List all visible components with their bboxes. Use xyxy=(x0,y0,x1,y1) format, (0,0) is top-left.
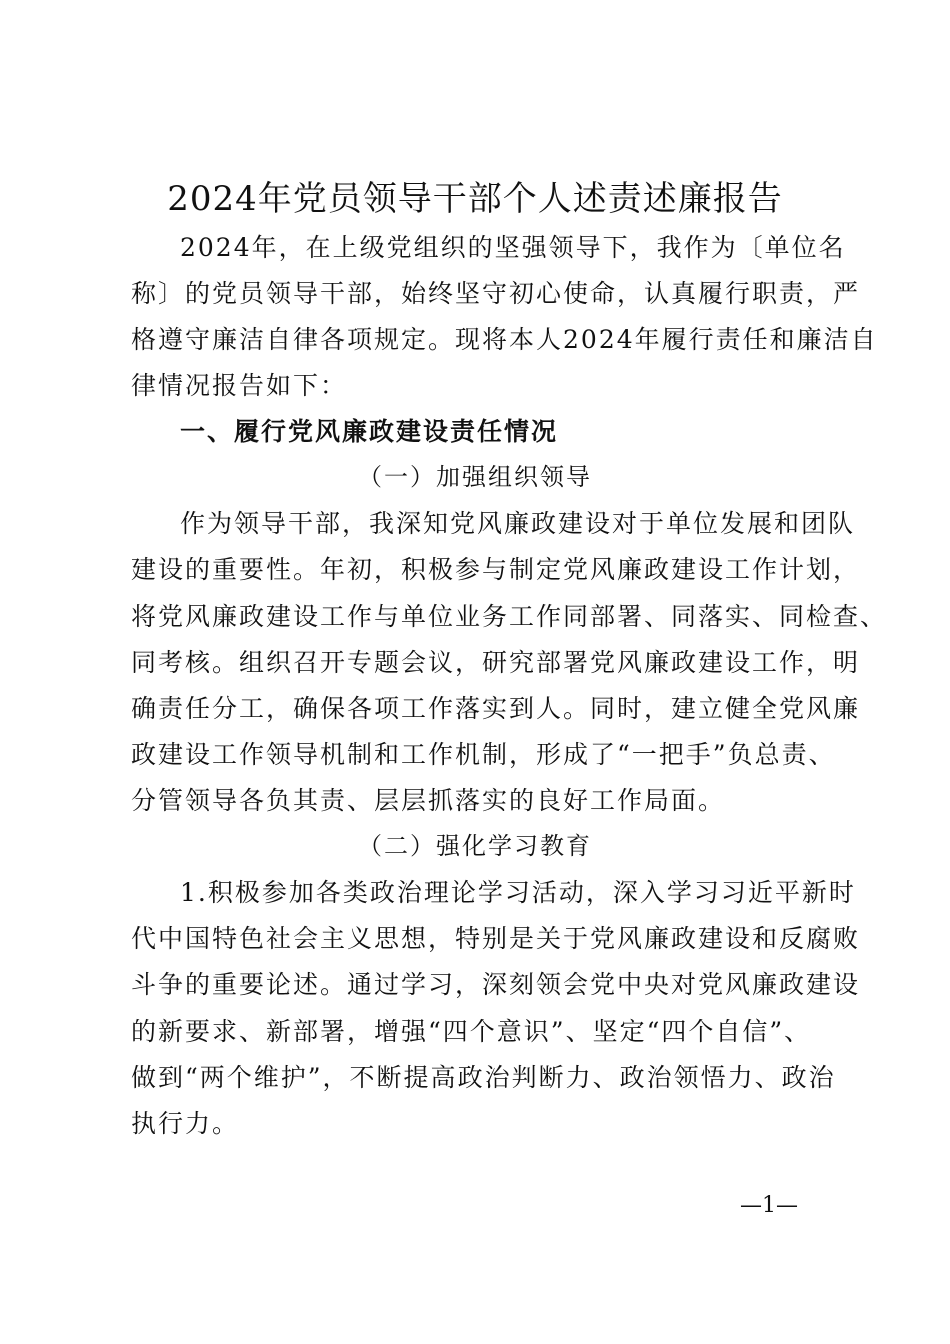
page-number: —1— xyxy=(740,1193,798,1218)
sub1-line-6: 政建设工作领导机制和工作机制，形成了“一把手”负总责、 xyxy=(131,740,836,769)
subsection-heading-1: （一）加强组织领导 xyxy=(358,463,592,491)
sub2-line-4: 的新要求、新部署，增强“四个意识”、坚定“四个自信”、 xyxy=(131,1017,812,1046)
section-heading-1: 一、履行党风廉政建设责任情况 xyxy=(180,417,559,446)
intro-line-3: 格遵守廉洁自律各项规定。现将本人2024年履行责任和廉洁自 xyxy=(131,325,878,354)
sub1-line-1: 作为领导干部，我深知党风廉政建设对于单位发展和团队 xyxy=(180,509,856,538)
document-title: 2024年党员领导干部个人述责述廉报告 xyxy=(167,179,783,219)
sub2-line-3: 斗争的重要论述。通过学习，深刻领会党中央对党风廉政建设 xyxy=(131,970,861,999)
subsection-heading-2: （二）强化学习教育 xyxy=(358,832,592,860)
sub2-line-2: 代中国特色社会主义思想，特别是关于党风廉政建设和反腐败 xyxy=(131,924,861,953)
sub1-line-4: 同考核。组织召开专题会议，研究部署党风廉政建设工作，明 xyxy=(131,648,861,677)
intro-line-1: 2024年，在上级党组织的坚强领导下，我作为〔单位名 xyxy=(180,233,846,262)
sub2-line-6: 执行力。 xyxy=(131,1109,240,1138)
intro-line-4: 律情况报告如下： xyxy=(131,371,348,400)
sub1-line-2: 建设的重要性。年初，积极参与制定党风廉政建设工作计划， xyxy=(131,555,861,584)
sub1-line-3: 将党风廉政建设工作与单位业务工作同部署、同落实、同检查、 xyxy=(131,602,888,631)
sub1-line-5: 确责任分工，确保各项工作落实到人。同时，建立健全党风廉 xyxy=(131,694,861,723)
sub2-line-5: 做到“两个维护”，不断提高政治判断力、政治领悟力、政治 xyxy=(131,1063,836,1092)
sub1-line-7: 分管领导各负其责、层层抓落实的良好工作局面。 xyxy=(131,786,726,815)
intro-line-2: 称〕的党员领导干部，始终坚守初心使命，认真履行职责，严 xyxy=(131,279,861,308)
sub2-line-1: 1.积极参加各类政治理论学习活动，深入学习习近平新时 xyxy=(180,878,856,907)
